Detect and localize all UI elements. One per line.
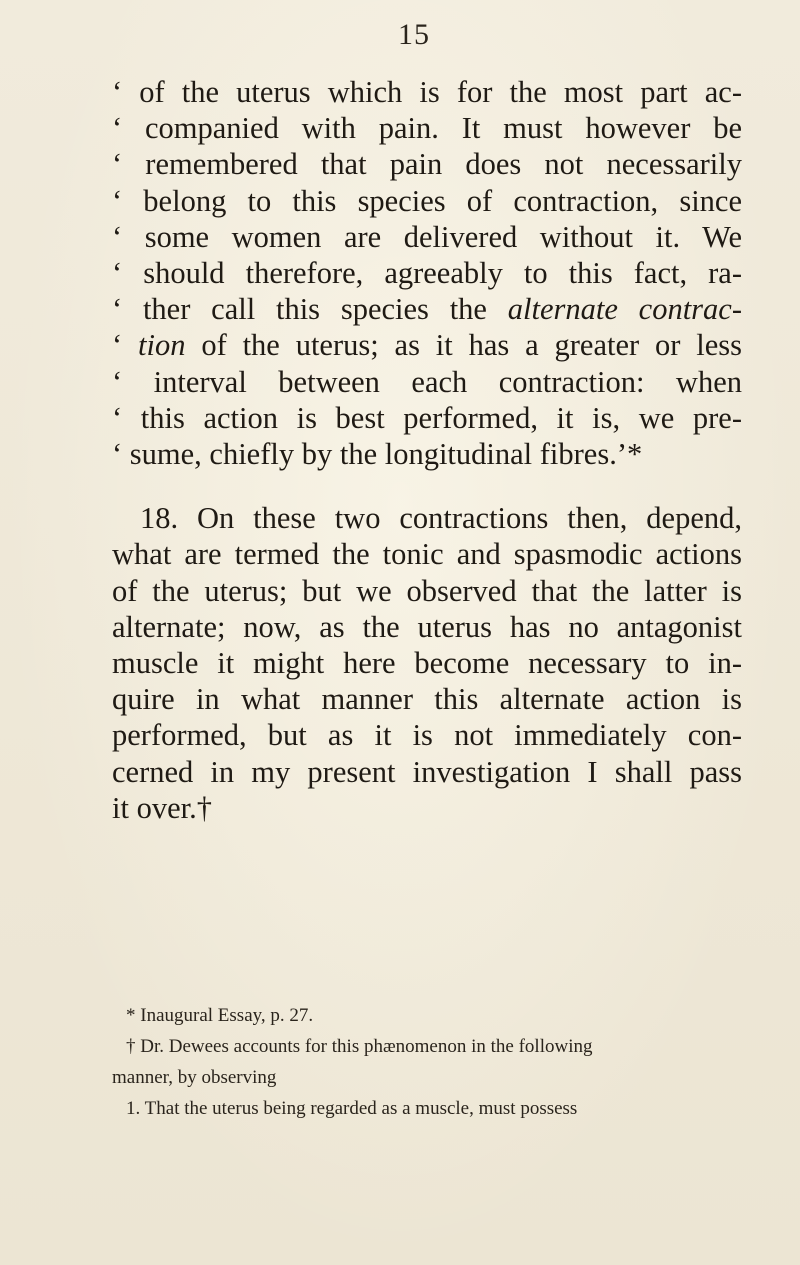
- paragraph-gap: [112, 472, 742, 500]
- text-line: ‘ interval between each contraction: when: [112, 364, 742, 399]
- page-number: 15: [398, 18, 430, 51]
- text-line: ‘ this action is best performed, it is, we pre-: [112, 400, 742, 435]
- text-line: ‘ belong to this species of contraction, since: [112, 183, 742, 218]
- text-line: of the uterus; but we observed that the latter is: [112, 573, 742, 608]
- text-line: what are termed the tonic and spasmodic actions: [112, 537, 742, 572]
- text-line: alternate; now, as the uterus has no antagonist: [112, 609, 742, 644]
- text-line: [112, 291, 742, 327]
- text-line: [112, 327, 742, 363]
- text-line: ‘ sume, chiefly by the longitudinal fibres.’*: [112, 437, 643, 472]
- text-fragment: ‘: [112, 328, 123, 363]
- text-fragment: of the uterus; as it has a greater or less: [185, 328, 742, 363]
- text-line: ‘ remembered that pain does not necessarily: [112, 147, 742, 182]
- footnote-continuation: 1. That the uterus being regarded as a muscle, must possess: [126, 1098, 578, 1119]
- text-line: performed, but as it is not immediately con-: [112, 718, 742, 753]
- text-line: ‘ of the uterus which is for the most part ac-: [112, 75, 742, 109]
- footnote: * Inaugural Essay, p. 27.: [126, 1005, 314, 1026]
- text-line: ‘ should therefore, agreeably to this fact, ra-: [112, 256, 742, 291]
- body-text: [112, 74, 742, 826]
- text-line: 18. On these two contractions then, depend,: [140, 501, 742, 536]
- footnote: † Dr. Dewees accounts for this phænomenon in the following: [126, 1036, 593, 1057]
- footnotes: [112, 1000, 752, 1124]
- text-fragment: ‘ ther call this species the: [112, 292, 487, 327]
- text-line: quire in what manner this alternate action is: [112, 682, 742, 717]
- footnote-continuation: manner, by observing: [112, 1067, 277, 1088]
- text-line: muscle it might here become necessary to in-: [112, 646, 742, 681]
- italic-term: alternate contrac-: [507, 292, 742, 327]
- text-line: cerned in my present investigation I shall pass: [112, 754, 742, 789]
- text-line: ‘ companied with pain. It must however be: [112, 111, 742, 146]
- text-line: it over.†: [112, 790, 212, 825]
- text-line: ‘ some women are delivered without it. We: [112, 219, 742, 254]
- italic-term: tion: [138, 328, 186, 363]
